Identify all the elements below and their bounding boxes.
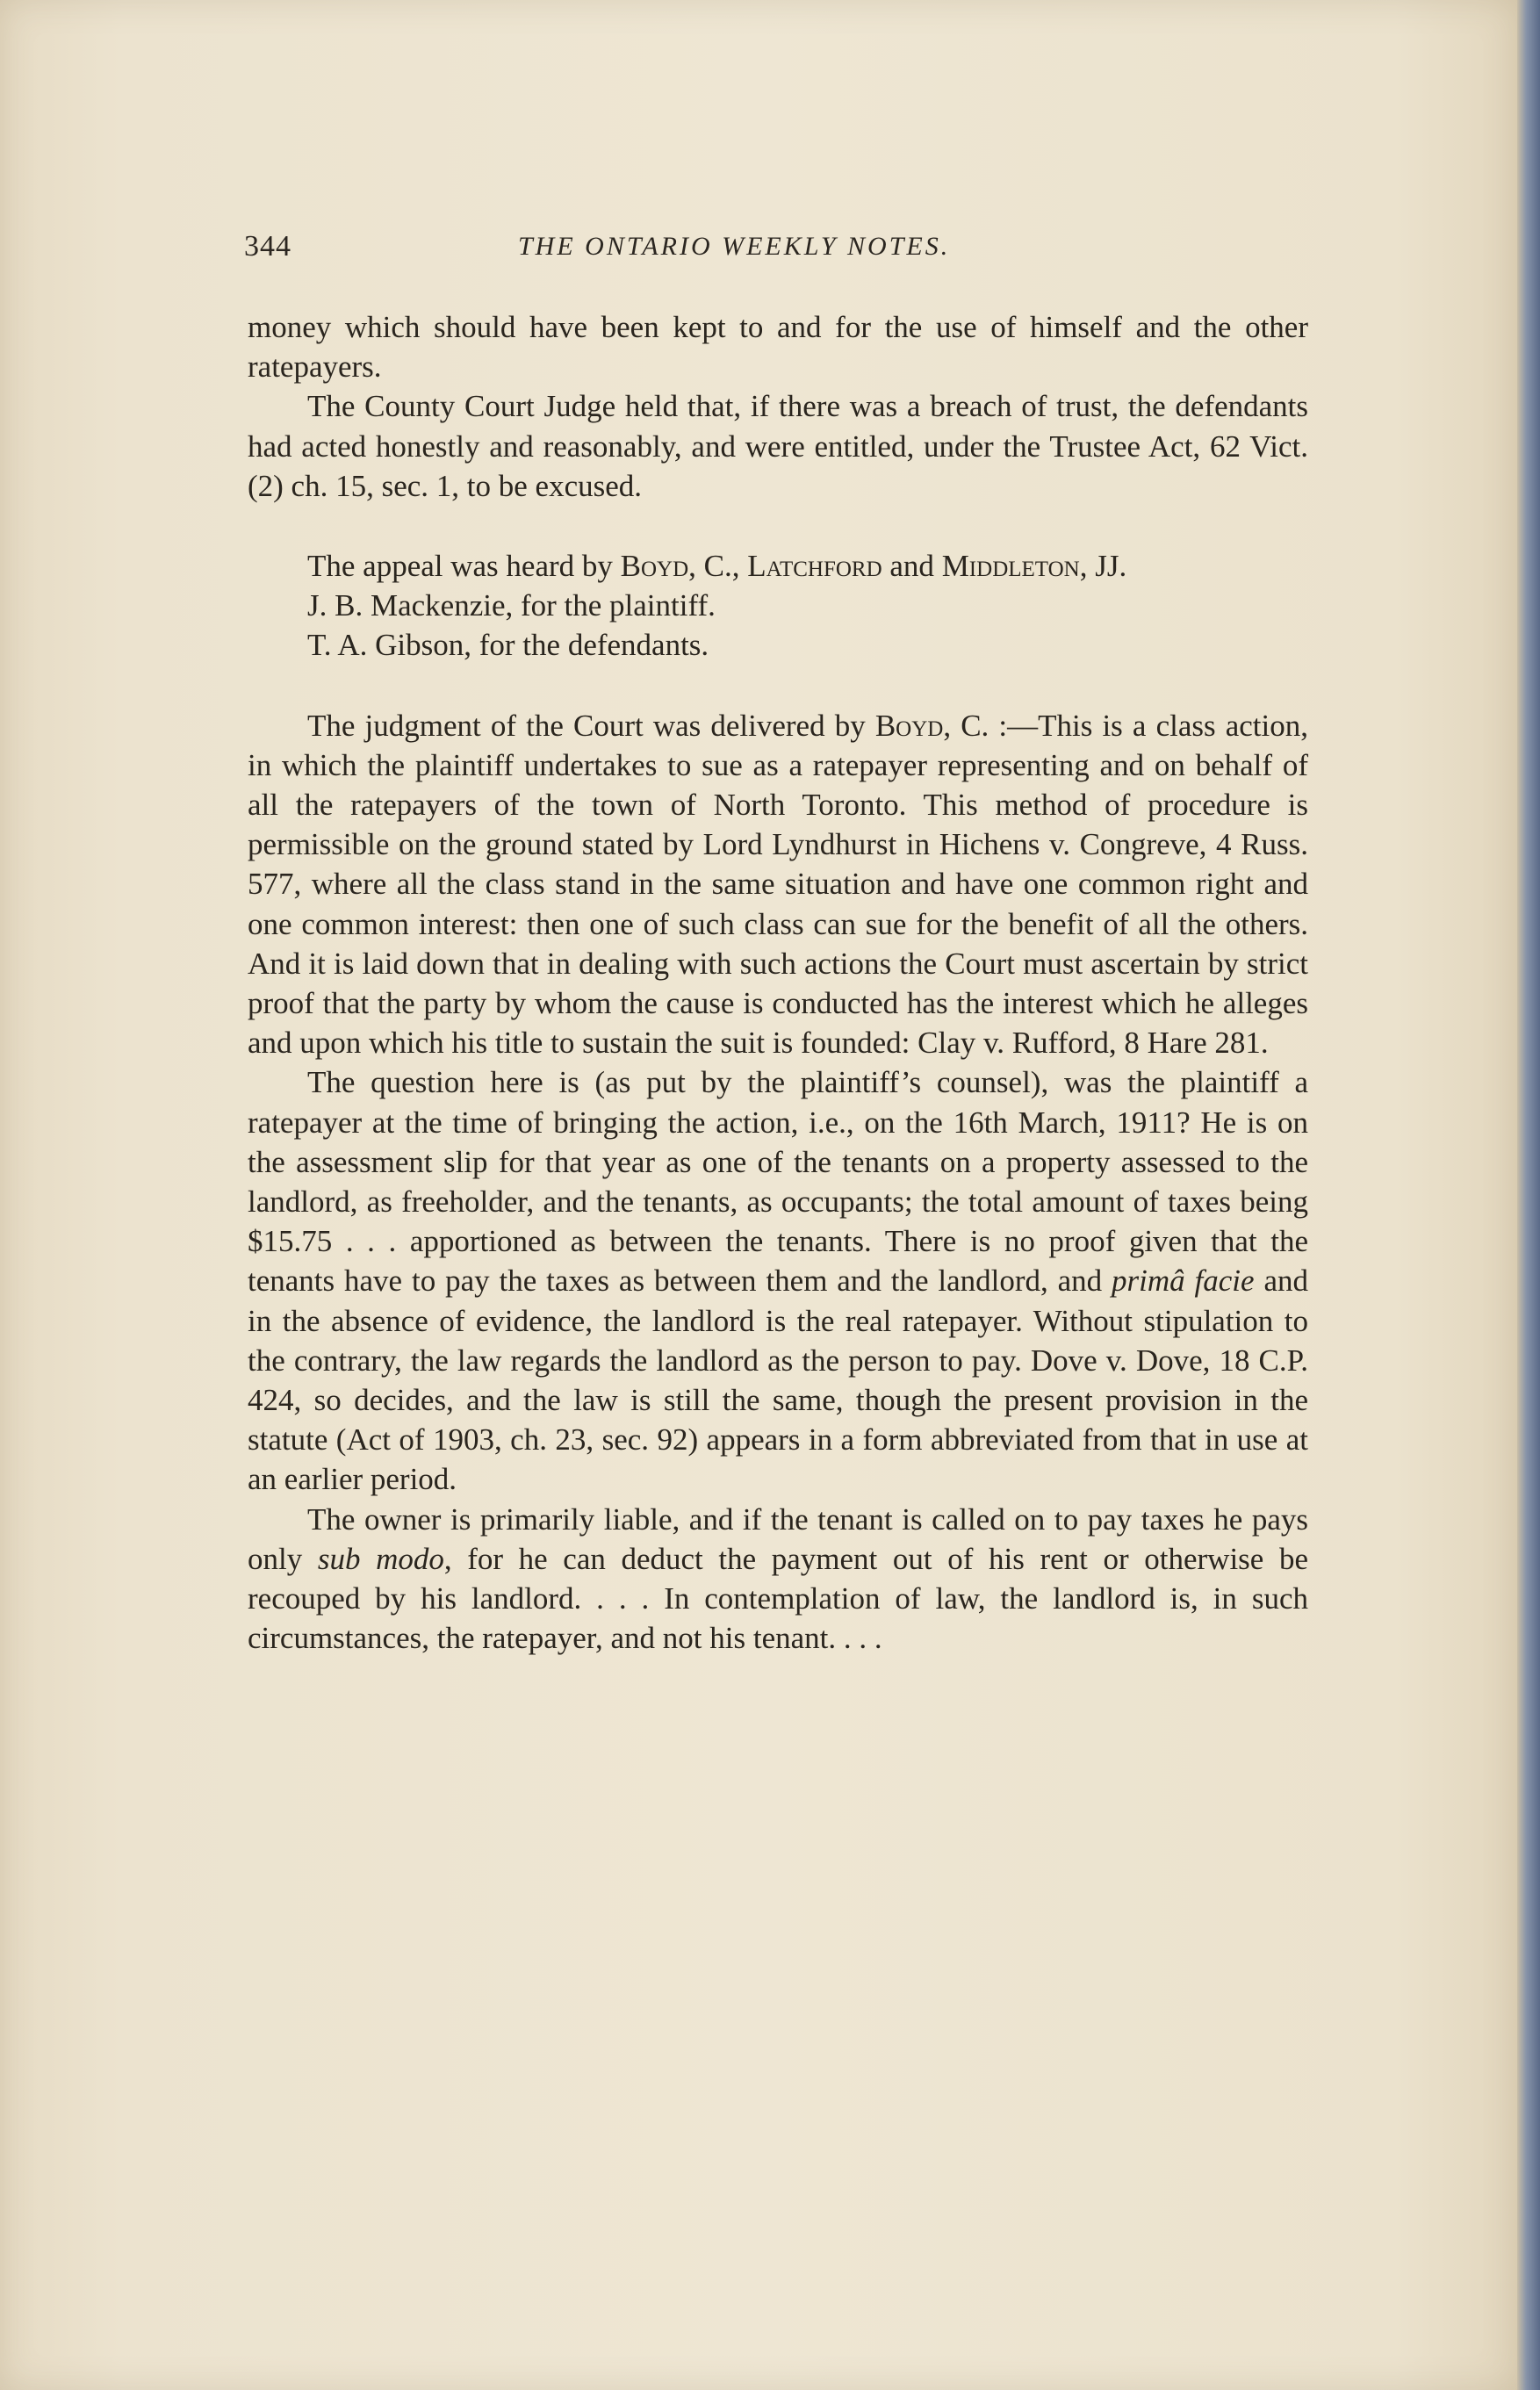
page-header [244,230,1298,274]
page-edge [1517,0,1540,2390]
paragraph-appeal-heard [248,546,1308,586]
appeal-mid: , C., [688,549,748,584]
page-number: 344 [244,230,291,263]
judge-name: Boyd [620,549,689,584]
appeal-post: , JJ. [1079,549,1127,584]
running-head: THE ONTARIO WEEKLY NOTES. [518,232,951,261]
latin-term: sub modo [317,1541,444,1576]
judgment-post: , C. :—This is a class action, in which the plaintiff undertakes to sue as a ratepayer representing and on behalf of all the ratepayers of the town of North Toronto. This method of procedure is permissible on the ground stated by Lord Lyndhurst in Hichens v. Congreve, 4 Russ. 577, where all the class stand in the same situation and have one common right and one common interest: then one of such class can sue for the benefit of all the others. And it is laid down that in dealing with such actions the Court must ascertain by strict proof that the party by whom the cause is conducted has the interest which he alleges and upon which his title to sustain the suit is founded: Clay v. Rufford, 8 Hare 281. [248,708,1308,1061]
judge-name: Boyd [874,708,944,743]
question-post: and in the absence of evidence, the landlord is the real ratepayer. Without stipulation to the contrary, the law regards the landlord as the person to pay. Dove v. Dove, 18 C.P. 424, so decides, and the law is still the same, though the present provision in the statute (Act of 1903, ch. 23, sec. 92) appears in a form abbreviated from that in use at an earlier period. [248,1263,1308,1497]
paragraph-question [248,1062,1308,1499]
paragraph-owner [248,1500,1308,1659]
owner-pre: The owner is primarily liable, and if the tenant is called on to pay taxes he pays only [248,1501,1308,1576]
appeal-mid: and [882,549,942,584]
judgment-pre: The judgment of the Court was delivered by [307,708,875,743]
latin-term: primâ facie [1112,1263,1255,1299]
owner-post: , for he can deduct the payment out of his rent or otherwise be recouped by his landlord. . . . In contemplation of law, the landlord is, in such circumstances, the ratepayer, and not his tenant. . . . [248,1541,1308,1656]
paragraph-continuation: money which should have been kept to and for the use of himself and the other ratepayers. [248,310,1308,385]
judge-name: Latchford [747,549,882,584]
judge-name: Middleton [941,549,1080,584]
paragraph-judgment [248,706,1308,1063]
counsel-plaintiff: J. B. Mackenzie, for the plaintiff. [307,588,716,623]
appeal-pre: The appeal was heard by [307,549,621,584]
section-gap [248,506,1308,546]
counsel-defendants: T. A. Gibson, for the defendants. [307,628,709,663]
body-text [248,307,1308,1659]
paragraph-county-court: The County Court Judge held that, if there was a breach of trust, the defendants had acted honestly and reasonably, and were entitled, under the Trustee Act, 62 Vict. (2) ch. 15, sec. 1, to be excused. [248,389,1308,503]
section-gap [248,666,1308,706]
question-pre: The question here is (as put by the plaintiff’s counsel), was the plaintiff a ratepayer at the time of bringing the action, i.e., on the 16th March, 1911? He is on the assessment slip for that year as one of the tenants on a property assessed to the landlord, as freeholder, and the tenants, as occupants; the total amount of taxes being $15.75 . . . apportioned as between the tenants. There is no proof given that the tenants have to pay the taxes as between them and the landlord, and [248,1065,1308,1299]
